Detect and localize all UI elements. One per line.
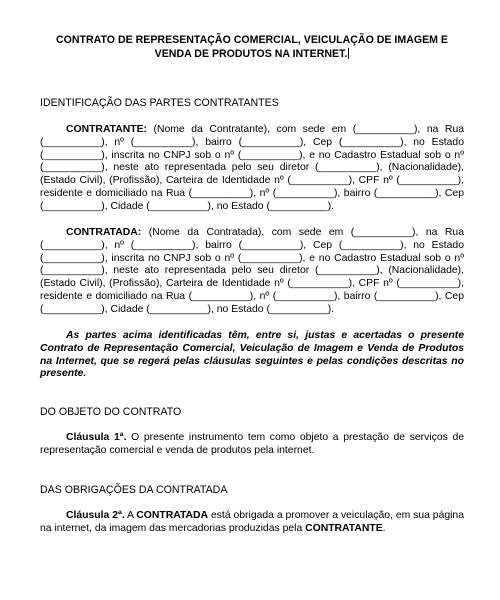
- contratante-label: CONTRATANTE:: [66, 124, 147, 135]
- text-cursor: [348, 48, 349, 59]
- clausula-2-part-2: está obrigada a promover a veiculação, em sua página na internet, da imagem das mercadorias produzidas pela: [40, 510, 464, 534]
- title-line-1: CONTRATO DE REPRESENTAÇÃO COMERCIAL, VEICULAÇÃO DE IMAGEM E: [56, 34, 448, 46]
- section-heading-objeto: DO OBJETO DO CONTRATO: [40, 406, 182, 418]
- document-title: [40, 34, 464, 61]
- clausula-2-part-1: A: [124, 510, 137, 521]
- clausula-1-text: O presente instrumento tem como objeto a prestação de serviços de representação comercial e venda de produtos pela internet.: [40, 432, 464, 456]
- contratante-text: (Nome da Contratante), com sede em (__________), na Rua (__________), nº (__________), bairro (__________), Cep (__________), no Estado (__________), inscrita no CNPJ sob o nº (__________), e no Cadastro Estadual sob o nº (__________), neste ato representada pelo seu diretor (__________), (Nacionalidade), (Estado Civil), (Profissão), Carteira de Identidade nº (__________), CPF nº (__________), residente e domiciliado na Rua (__________), nº (__________), bairro (__________), Cep (__________), Cidade (__________), no Estado (__________).: [40, 124, 464, 212]
- clausula-2-end: .: [382, 522, 386, 534]
- paragraph-partes: As partes acima identificadas têm, entre si, justas e acertadas o presente Contrato de Representação Comercial, Veiculação de Imagem e Venda de Produtos na Internet, que se regerá pelas cláusulas seguintes e pelas condições descritas no presente.: [40, 330, 464, 380]
- clausula-2-contratada: CONTRATADA: [136, 510, 209, 521]
- paragraph-clausula-2: [40, 510, 464, 536]
- clausula-1-label: Cláusula 1ª.: [66, 432, 127, 443]
- title-line-2: VENDA DE PRODUTOS NA INTERNET.: [154, 47, 348, 60]
- clausula-2-contratante: CONTRATANTE: [305, 522, 383, 534]
- paragraph-contratada: [40, 227, 464, 317]
- clausula-2-label: Cláusula 2ª.: [66, 510, 125, 521]
- section-heading-identificacao: IDENTIFICAÇÃO DAS PARTES CONTRATANTES: [40, 97, 279, 109]
- section-heading-obrigacoes: DAS OBRIGAÇÕES DA CONTRATADA: [40, 484, 228, 496]
- contratada-text: (Nome da Contratada), com sede em (__________), na Rua (__________), nº (__________), bairro (__________), Cep (__________), no Estado (__________), inscrita no CNPJ sob o nº (__________), e no Cadastro Estadual sob o nº (__________), neste ato representada pelo seu diretor (__________), (Nacionalidade), (Estado Civil), (Profissão), Carteira de Identidade nº (__________), CPF nº (__________), residente e domiciliado na Rua (__________), nº (__________), bairro (__________), Cep (__________), Cidade (__________), no Estado (__________).: [40, 227, 464, 315]
- paragraph-contratante: [40, 124, 464, 214]
- paragraph-clausula-1: [40, 432, 464, 458]
- contratada-label: CONTRATADA:: [66, 227, 142, 238]
